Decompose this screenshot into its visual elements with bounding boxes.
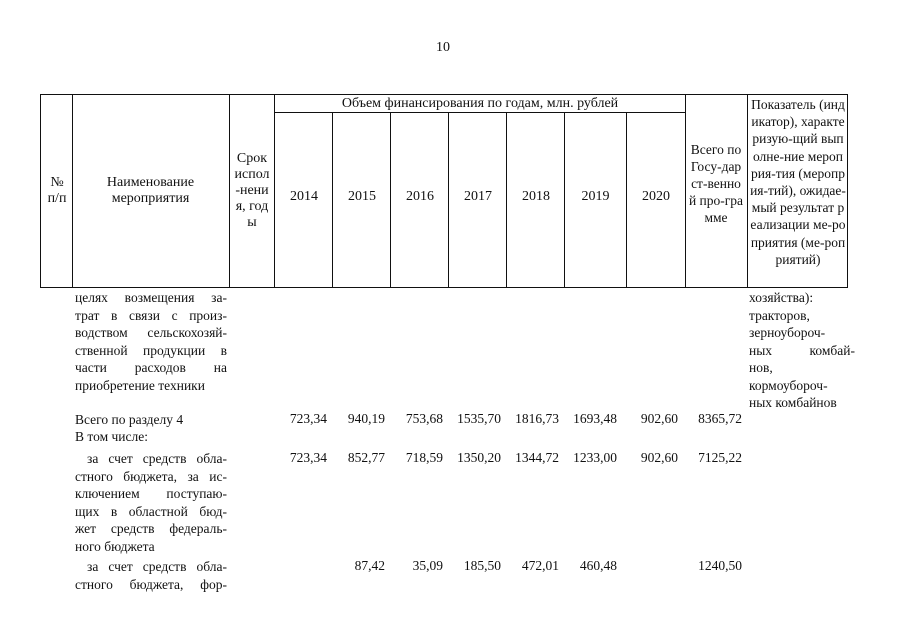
value-2015: 87,42 [354, 558, 385, 573]
text-line: приобретение техники [75, 377, 205, 393]
value-2017: 185,50 [463, 558, 501, 573]
value-2020: 902,60 [640, 450, 678, 465]
value-2018: 1816,73 [515, 411, 559, 426]
text-line: ного бюджета [75, 538, 155, 554]
header-term: Срок испол-нения, годы [234, 151, 270, 230]
header-indicator: Показатель (индикатор), характеризую-щий выполне-ние мероприя-тия (мероприя-тий), ожидае-мый результат реализации ме-роприятия (ме-роприятий) [750, 97, 846, 267]
page-number: 10 [436, 40, 450, 55]
text-line: ственной продукции в [75, 342, 227, 358]
text-line: части расходов на [75, 360, 227, 375]
year-2014: 2014 [290, 189, 318, 204]
value-2016: 753,68 [405, 411, 443, 426]
text-line: трат в связи с произ- [75, 307, 227, 323]
year-2019: 2019 [581, 189, 610, 204]
text-line: водством сельскохозяй- [75, 325, 227, 340]
text-line: целях возмещения за- [75, 290, 227, 305]
continued-indicator-text [749, 289, 855, 412]
value-2019: 1693,48 [573, 411, 617, 426]
text-line: жет средств федераль- [75, 521, 227, 536]
header-funding: Объем финансирования по годам, млн. рублей [341, 96, 619, 111]
row-label: В том числе: [75, 429, 148, 444]
text-line: хозяйства): [749, 290, 814, 305]
year-2017: 2017 [464, 189, 492, 204]
value-2014: 723,34 [289, 411, 327, 426]
row-label: Всего по разделу 4 [75, 412, 184, 427]
value-2015: 852,77 [347, 450, 385, 465]
value-2020: 902,60 [640, 411, 678, 426]
value-2018: 1344,72 [515, 450, 559, 465]
value-2014: 723,34 [289, 450, 327, 465]
row-label [75, 558, 227, 593]
value-2016: 718,59 [405, 450, 443, 465]
text-line: ных комбайнов [749, 395, 837, 410]
text-line: за счет средств обла- [87, 559, 227, 574]
header-name: Наименование мероприятия [106, 175, 195, 206]
year-2016: 2016 [406, 189, 434, 204]
text-line: за счет средств обла- [87, 451, 227, 466]
year-2015: 2015 [348, 189, 376, 204]
year-2018: 2018 [522, 189, 550, 204]
text-line: ных комбай- [749, 342, 855, 358]
value-2019: 460,48 [579, 558, 617, 573]
value-2019: 1233,00 [573, 450, 617, 465]
value-2017: 1350,20 [457, 450, 501, 465]
value-2018: 472,01 [521, 558, 559, 573]
text-line: зерноубороч- [749, 325, 826, 340]
header-number: № п/п [47, 175, 67, 206]
text-line: ключением поступаю- [75, 486, 227, 501]
value-2016: 35,09 [412, 558, 443, 573]
value-2017: 1535,70 [457, 411, 501, 426]
text-line: нов, [749, 360, 773, 375]
text-line: кормоубороч- [749, 377, 828, 393]
value-total: 8365,72 [698, 411, 742, 426]
text-line: тракторов, [749, 307, 810, 323]
text-line: щих в областной бюд- [75, 503, 227, 519]
header-total: Всего по Госу-дарст-венной про-грамме [688, 142, 744, 225]
value-2015: 940,19 [347, 411, 385, 426]
value-total: 1240,50 [698, 558, 742, 573]
year-2020: 2020 [642, 189, 670, 204]
row-label [75, 450, 227, 555]
continued-name-text [75, 289, 227, 394]
text-line: стного бюджета, за ис- [75, 468, 227, 484]
value-total: 7125,22 [698, 450, 742, 465]
text-line: стного бюджета, фор- [75, 576, 227, 592]
